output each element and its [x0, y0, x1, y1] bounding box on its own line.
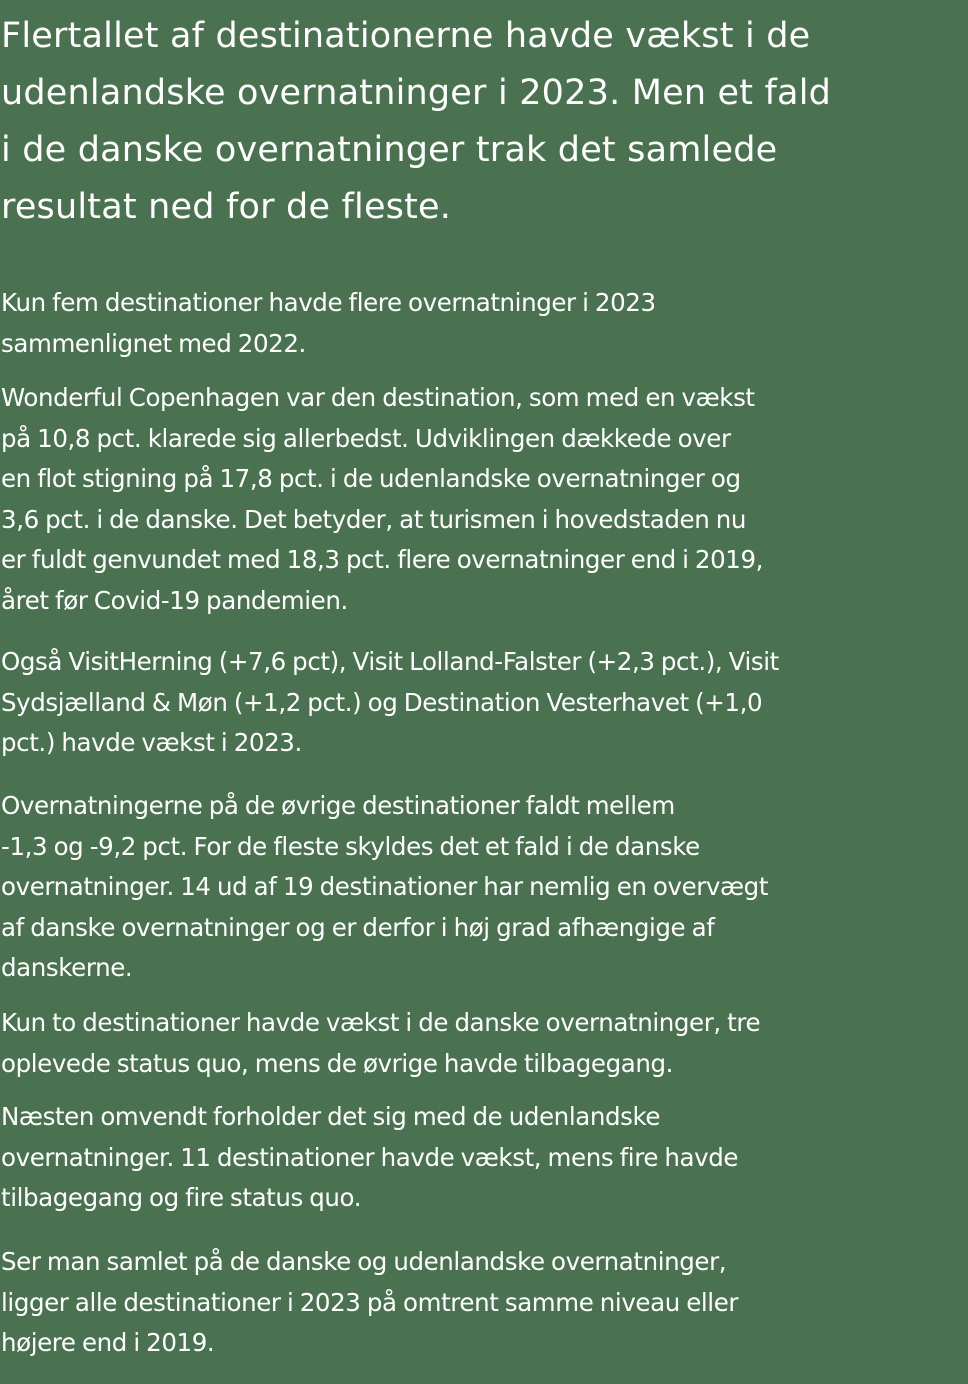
paragraph-decline: [1, 786, 768, 989]
text-line: Kun to destinationer havde vækst i de danske overnatninger, tre: [1, 1008, 761, 1037]
text-line: tilbagegang og fire status quo.: [1, 1183, 362, 1212]
headline-line: udenlandske overnatninger i 2023. Men et fald: [1, 73, 832, 113]
text-line: af danske overnatninger og er derfor i høj grad afhængige af: [1, 912, 715, 942]
text-line: Wonderful Copenhagen var den destination, som med en vækst: [1, 383, 755, 412]
text-line: Også VisitHerning (+7,6 pct), Visit Lolland-Falster (+2,3 pct.), Visit: [1, 647, 779, 676]
text-line: året før Covid-19 pandemien.: [1, 585, 348, 615]
text-line: på 10,8 pct. klarede sig allerbedst. Udviklingen dækkede over: [1, 423, 731, 453]
text-line: er fuldt genvundet med 18,3 pct. flere overnatninger end i 2019,: [1, 545, 764, 574]
headline-line: i de danske overnatninger trak det samlede: [1, 130, 778, 170]
text-line: Overnatningerne på de øvrige destinationer faldt mellem: [1, 791, 675, 820]
paragraph-summary: [1, 1242, 738, 1364]
headline-line: resultat ned for de fleste.: [1, 187, 452, 227]
text-line: højere end i 2019.: [1, 1328, 215, 1357]
paragraph-growth-count: [1, 283, 656, 364]
headline-line: Flertallet af destinationerne havde vækst i de: [1, 16, 811, 56]
text-line: Næsten omvendt forholder det sig med de udenlandske: [1, 1102, 661, 1131]
text-line: overnatninger. 14 ud af 19 destinationer har nemlig en overvægt: [1, 872, 769, 901]
paragraph-foreign-growth: [1, 1097, 738, 1219]
text-line: danskerne.: [1, 953, 133, 982]
headline: [1, 8, 831, 236]
text-line: sammenlignet med 2022.: [1, 328, 306, 358]
text-line: 3,6 pct. i de danske. Det betyder, at turismen i hovedstaden nu: [1, 504, 746, 534]
text-line: Sydsjælland & Møn (+1,2 pct.) og Destination Vesterhavet (+1,0: [1, 687, 763, 717]
text-line: -1,3 og -9,2 pct. For de fleste skyldes det et fald i de danske: [1, 831, 700, 861]
paragraph-danish-growth: [1, 1003, 760, 1084]
paragraph-other-growth: [1, 642, 779, 764]
text-line: Kun fem destinationer havde flere overnatninger i 2023: [1, 288, 656, 317]
paragraph-copenhagen: [1, 378, 763, 621]
text-line: Ser man samlet på de danske og udenlandske overnatninger,: [1, 1247, 727, 1276]
text-line: overnatninger. 11 destinationer havde vækst, mens fire havde: [1, 1142, 739, 1172]
text-line: en flot stigning på 17,8 pct. i de udenlandske overnatninger og: [1, 464, 741, 493]
text-line: ligger alle destinationer i 2023 på omtrent samme niveau eller: [1, 1287, 739, 1317]
text-line: pct.) havde vækst i 2023.: [1, 728, 302, 757]
text-line: oplevede status quo, mens de øvrige havde tilbagegang.: [1, 1048, 674, 1078]
